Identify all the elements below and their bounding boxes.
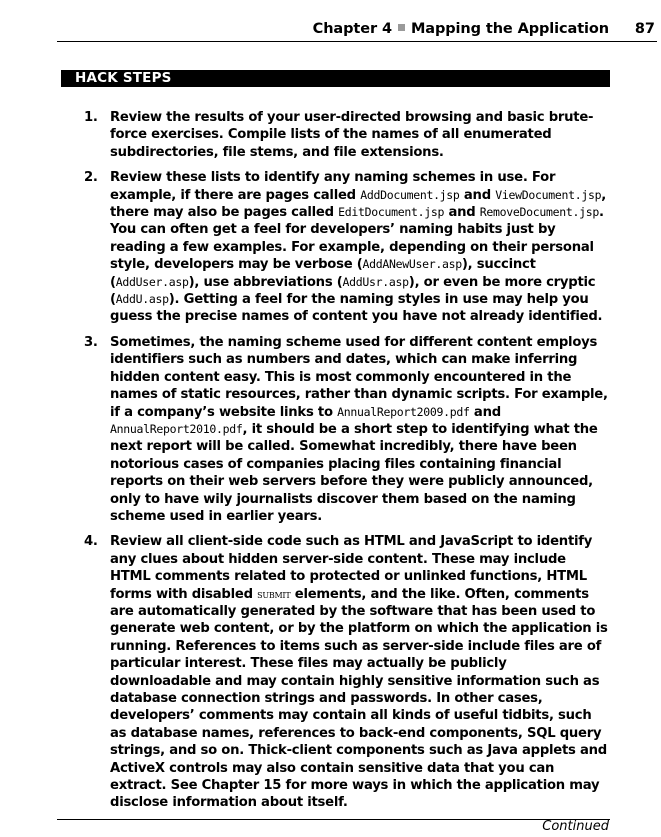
step-text-run: ), use abbreviations ( bbox=[188, 274, 343, 290]
step-text-run: elements, and the like. Often, comments are automatically generated by the software that has been used to generate web content, or by the platform on which the application is running. References to items such as server-side include files are of particular interest. These files may actually be publicly downloadable and may contain highly sensitive information such as database connection strings and passwords. In other cases, developers’ comments may contain all kinds of useful tidbits, such as database names, references to back-end components, SQL query strings, and so on. Thick-client components such as Java applets and ActiveX controls may also contain sensitive data that you can extract. See Chapter 15 for more ways in which the application may disclose information about itself. bbox=[110, 586, 608, 811]
hack-steps-banner bbox=[61, 70, 610, 87]
step-text-run: , it should be a short step to identifying what the next report will be called. Somewhat incredibly, there have been notorious cases of companies placing files containing financial reports on their web servers before they were publicly announced, only to have wily journalists discover them based on the naming scheme used in earlier years. bbox=[110, 421, 598, 524]
step-text-run: . You can often get a feel for developers’ naming habits just by reading a few examples. For example, depending on their personal style, developers may be verbose ( bbox=[110, 205, 604, 273]
code-filename: AnnualReport2010.pdf bbox=[110, 421, 243, 436]
chapter-label: Chapter 4 bbox=[312, 21, 392, 37]
hack-step-2 bbox=[84, 169, 609, 326]
code-filename: AddUser.asp bbox=[115, 274, 189, 289]
code-filename: AddUsr.asp bbox=[342, 274, 409, 289]
step-number: 4. bbox=[84, 534, 98, 550]
step-text-run: , there may also be pages called bbox=[110, 187, 606, 221]
running-head-title bbox=[313, 21, 609, 37]
step-text-run: and bbox=[469, 404, 501, 420]
hack-step-1 bbox=[84, 109, 609, 161]
hack-step-3 bbox=[84, 334, 609, 525]
footer-rule bbox=[57, 819, 610, 820]
step-text bbox=[110, 533, 609, 812]
step-text-run: ). Getting a feel for the naming styles in use may help you guess the precise names of content you have not already identified. bbox=[110, 292, 603, 325]
step-number: 2. bbox=[84, 170, 98, 186]
step-text bbox=[110, 109, 609, 161]
step-text-run: ), or even be more cryptic ( bbox=[110, 274, 596, 308]
hack-step-4 bbox=[84, 533, 609, 812]
hack-steps-list bbox=[84, 109, 609, 820]
code-filename: AddU.asp bbox=[115, 292, 169, 307]
step-text-run: and bbox=[459, 187, 496, 203]
header-rule bbox=[57, 41, 657, 42]
step-number: 1. bbox=[84, 110, 98, 125]
code-filename: AnnualReport2009.pdf bbox=[337, 404, 470, 419]
code-keyword: submit bbox=[257, 586, 291, 601]
chapter-title: Mapping the Application bbox=[410, 21, 609, 37]
step-text-run: Review the results of your user-directed browsing and basic brute-force exercises. Compile lists of the names of all enumerated subdirectories, file stems, and file extensions. bbox=[110, 110, 594, 160]
step-text-run: and bbox=[444, 205, 480, 221]
step-text bbox=[110, 334, 609, 525]
step-text-run: Sometimes, the naming scheme used for different content employs identifiers such as numbers and dates, which can make inferring hidden content easy. This is most commonly encountered in the names of static resources, rather than dynamic scripts. For example, if a company’s website links to bbox=[110, 334, 608, 420]
code-filename: ViewDocument.jsp bbox=[495, 187, 602, 202]
separator-square-icon bbox=[398, 24, 405, 31]
code-filename: AddDocument.jsp bbox=[360, 187, 460, 202]
code-filename: EditDocument.jsp bbox=[338, 205, 445, 220]
step-text bbox=[110, 169, 609, 326]
hack-steps-title: HACK STEPS bbox=[75, 70, 172, 86]
code-filename: AddANewUser.asp bbox=[362, 257, 462, 272]
step-text-run: Review all client-side code such as HTML and JavaScript to identify any clues about hidden server-side content. These may include HTML comments related to protected or unlinked functions, HTML forms with disabled bbox=[110, 534, 593, 602]
step-number: 3. bbox=[84, 334, 98, 350]
step-text-run: ), succinct ( bbox=[110, 257, 536, 290]
page-number: 87 bbox=[634, 21, 655, 37]
continued-label: Continued bbox=[542, 819, 609, 834]
step-text-run: Review these lists to identify any naming schemes in use. For example, if there are pages called bbox=[110, 170, 556, 203]
code-filename: RemoveDocument.jsp bbox=[479, 205, 600, 220]
running-head bbox=[57, 20, 657, 42]
